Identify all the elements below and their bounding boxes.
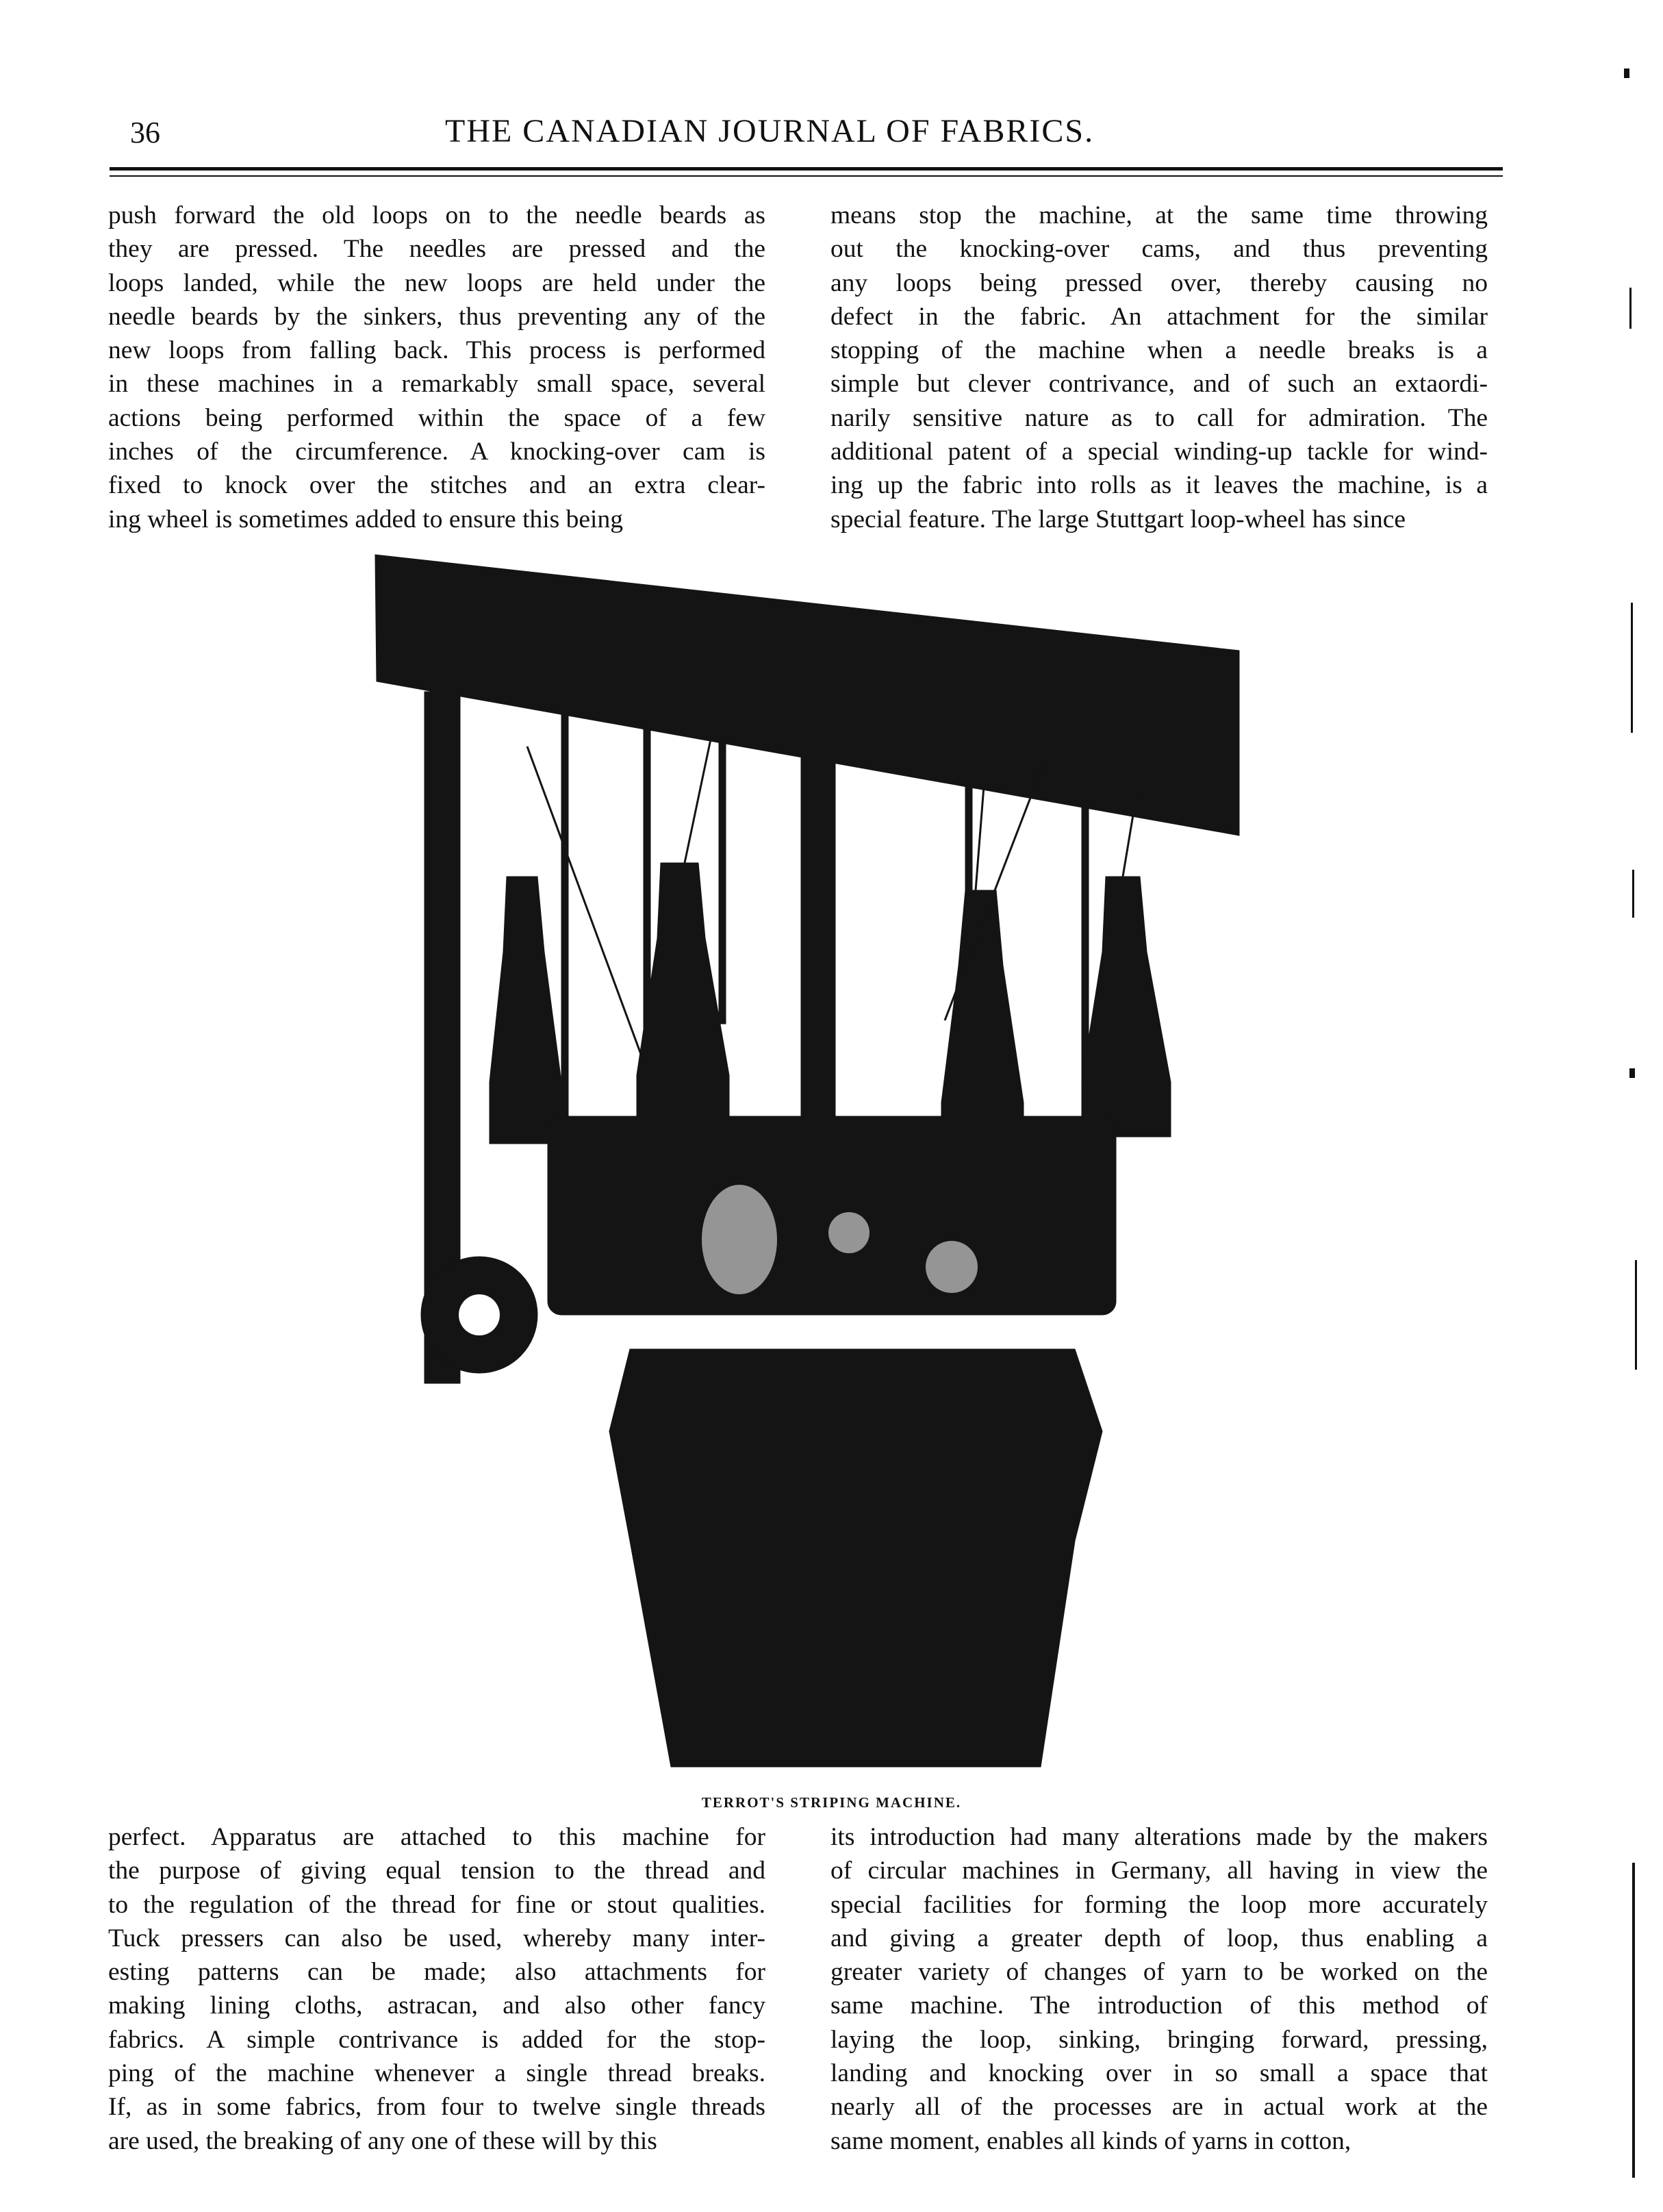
text-line: perfect. Apparatus are attached to this machine for xyxy=(108,1823,765,1851)
text-line: same moment, enables all kinds of yarns in cotton, xyxy=(830,2126,1351,2155)
text-line: out the knocking-over cams, and thus preventing xyxy=(830,235,1488,264)
text-line: esting patterns can be made; also attachments for xyxy=(108,1958,765,1987)
scan-mark xyxy=(1629,288,1632,329)
text-column-bottom-right xyxy=(830,1820,1488,2158)
text-line: fabrics. A simple contrivance is added for the stop- xyxy=(108,2025,765,2054)
text-line: the purpose of giving equal tension to the thread and xyxy=(108,1857,765,1885)
text-line: narily sensitive nature as to call for admiration. The xyxy=(830,403,1488,432)
text-line: special feature. The large Stuttgart loop-wheel has since xyxy=(830,505,1406,533)
text-line: greater variety of changes of yarn to be worked on the xyxy=(830,1958,1488,1987)
text-line: ing up the fabric into rolls as it leaves the machine, is a xyxy=(830,471,1488,500)
text-line: Tuck pressers can also be used, whereby many inter- xyxy=(108,1924,765,1952)
text-line: making lining cloths, astracan, and also other fancy xyxy=(108,1991,765,2020)
text-line: nearly all of the processes are in actual work at the xyxy=(830,2093,1488,2122)
figure-caption: TERROT'S STRIPING MACHINE. xyxy=(701,1794,962,1811)
central-post xyxy=(801,753,835,1137)
running-head: THE CANADIAN JOURNAL OF FABRICS. xyxy=(445,113,1095,149)
text-line: simple but clever contrivance, and of such an extaordi- xyxy=(830,370,1488,399)
text-line: additional patent of a special winding-up tackle for wind- xyxy=(830,438,1488,466)
text-line: needle beards by the sinkers, thus preventing any of the xyxy=(108,302,765,331)
text-line: are used, the breaking of any one of these will by this xyxy=(108,2126,657,2155)
text-line: If, as in some fabrics, from four to twelve single threads xyxy=(108,2093,765,2122)
text-line: inches of the circumference. A knocking-over cam is xyxy=(108,438,765,466)
text-line: actions being performed within the space of a few xyxy=(108,403,765,432)
fabric-tube xyxy=(609,1349,1102,1767)
text-column-bottom-left xyxy=(108,1820,765,2158)
text-line: any loops being pressed over, thereby causing no xyxy=(830,268,1488,297)
text-line: push forward the old loops on to the needle beards as xyxy=(108,201,765,229)
text-column-top-right xyxy=(830,199,1488,536)
text-line: ping of the machine whenever a single thread breaks. xyxy=(108,2059,765,2088)
knitting-head xyxy=(548,1116,1116,1315)
scan-mark xyxy=(1629,1068,1635,1078)
text-line: laying the loop, sinking, bringing forward, pressing, xyxy=(830,2025,1488,2054)
text-line: in these machines in a remarkably small space, several xyxy=(108,370,765,399)
machine-illustration xyxy=(356,541,1267,1781)
scan-mark xyxy=(1632,870,1634,918)
scan-mark xyxy=(1631,603,1633,733)
text-line: to the regulation of the thread for fine or stout qualities. xyxy=(108,1890,765,1919)
text-line: ing wheel is sometimes added to ensure this being xyxy=(108,505,623,533)
text-line: and giving a greater depth of loop, thus enabling a xyxy=(830,1924,1488,1952)
text-line: of circular machines in Germany, all having in view the xyxy=(830,1857,1488,1885)
text-line: special facilities for forming the loop more accurately xyxy=(830,1890,1488,1919)
text-line: means stop the machine, at the same time throwing xyxy=(830,201,1488,229)
text-line: stopping of the machine when a needle breaks is a xyxy=(830,336,1488,365)
scan-mark xyxy=(1624,68,1629,78)
text-line: new loops from falling back. This process is performed xyxy=(108,336,765,365)
text-line: same machine. The introduction of this method of xyxy=(830,1991,1488,2020)
bobbin xyxy=(1082,877,1171,1137)
header-rule-thin xyxy=(110,175,1503,177)
scan-mark xyxy=(1632,1863,1635,2178)
text-line: fixed to knock over the stitches and an extra clear- xyxy=(108,471,765,500)
scan-mark xyxy=(1635,1260,1637,1370)
text-line: defect in the fabric. An attachment for the similar xyxy=(830,302,1488,331)
page-number: 36 xyxy=(130,116,160,149)
text-line: loops landed, while the new loops are held under the xyxy=(108,268,765,297)
text-line: landing and knocking over in so small a space that xyxy=(830,2059,1488,2088)
header-rule-thick xyxy=(110,167,1503,171)
text-line: they are pressed. The needles are pressed and the xyxy=(108,235,765,264)
bobbin xyxy=(490,877,561,1144)
text-line: its introduction had many alterations made by the makers xyxy=(830,1823,1488,1851)
text-column-top-left xyxy=(108,199,765,536)
